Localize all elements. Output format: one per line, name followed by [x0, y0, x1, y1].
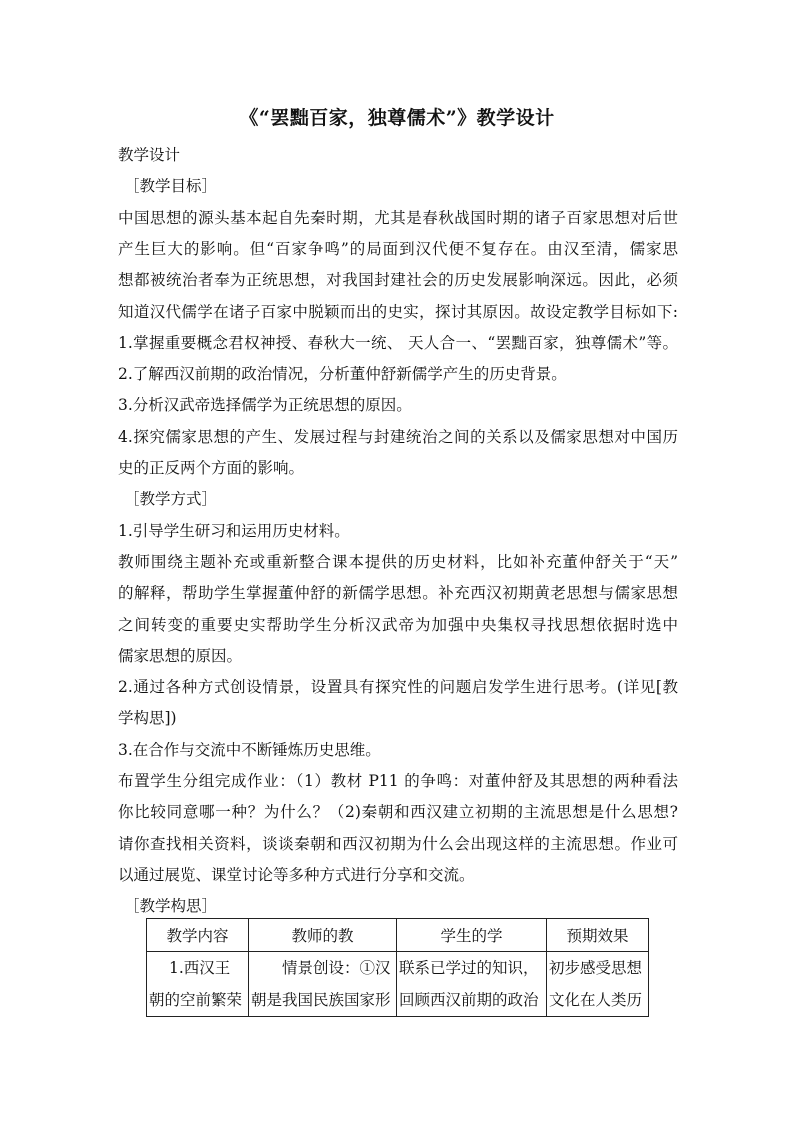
paragraph-line: 产生巨大的影响。但“百家争鸣”的局面到汉代便不复存在。由汉至清，儒家思: [118, 239, 678, 258]
cell-line: 联系已学过的知识，: [399, 959, 539, 977]
paragraph-line: 1.引导学生研习和运用历史材料。: [118, 521, 350, 540]
table-header-cell: 教师的教: [249, 919, 397, 952]
paragraph-line: 教师围绕主题补充或重新整合课本提供的历史材料，比如补充董仲舒关于“天”: [118, 552, 678, 571]
paragraph-line: 儒家思想的原因。: [118, 646, 243, 665]
paragraph-line: 你比较同意哪一种？为什么？（2)秦朝和西汉建立初期的主流思想是什么思想?: [118, 803, 678, 822]
section-heading: ［教学目标］: [124, 177, 218, 196]
table-header-cell: 学生的学: [397, 919, 547, 952]
table-row: [147, 952, 649, 1017]
cell-line: 文化在人类历: [549, 991, 643, 1009]
paragraph-line: 请你查找相关资料，谈谈秦朝和西汉初期为什么会出现这样的主流思想。作业可: [118, 834, 678, 853]
cell-line: 回顾西汉前期的政治: [399, 991, 539, 1009]
table-cell-teacher: [249, 952, 397, 1017]
paragraph-line: 3.分析汉武帝选择儒学为正统思想的原因。: [118, 396, 412, 415]
cell-line: 情景创设：①汉: [282, 959, 391, 977]
table-header-cell: 教学内容: [147, 919, 249, 952]
cell-line: 初步感受思想: [549, 959, 643, 977]
document-title: 《“罢黜百家，独尊儒术”》教学设计: [239, 107, 555, 129]
paragraph-line: 知道汉代儒学在诸子百家中脱颖而出的史实，探讨其原因。故设定教学目标如下:: [118, 302, 678, 321]
lesson-plan-table: [146, 918, 649, 1017]
table-header-row: [147, 919, 649, 952]
table-header-cell: 预期效果: [547, 919, 649, 952]
section-heading: ［教学构思］: [124, 897, 218, 916]
cell-line: 朝是我国民族国家形: [251, 991, 391, 1009]
cell-line: 1.西汉王: [169, 959, 231, 977]
paragraph-line: 2.通过各种方式创设情景，设置具有探究性的问题启发学生进行思考。(详见[教: [118, 678, 678, 697]
paragraph-line: 1.掌握重要概念君权神授、春秋大一统、 天人合一、“罢黜百家，独尊儒术”等。: [118, 333, 678, 352]
paragraph-line: 以通过展览、课堂讨论等多种方式进行分享和交流。: [118, 865, 475, 884]
table-cell-effect: [547, 952, 649, 1017]
paragraph-line: 想都被统治者奉为正统思想，对我国封建社会的历史发展影响深远。因此，必须: [118, 271, 678, 290]
paragraph-line: 教学设计: [118, 146, 181, 164]
paragraph-line: 3.在合作与交流中不断锤炼历史思维。: [118, 740, 381, 759]
paragraph-line: 中国思想的源头基本起自先秦时期，尤其是春秋战国时期的诸子百家思想对后世: [118, 208, 678, 227]
paragraph-line: 之间转变的重要史实帮助学生分析汉武帝为加强中央集权寻找思想依据时选中: [118, 615, 678, 634]
paragraph-line: 2.了解西汉前期的政治情况，分析董仲舒新儒学产生的历史背景。: [118, 365, 567, 384]
cell-line: 朝的空前繁荣: [149, 991, 243, 1009]
table-cell-content: [147, 952, 249, 1017]
section-heading: ［教学方式］: [124, 490, 218, 509]
paragraph-line: 4.探究儒家思想的产生、发展过程与封建统治之间的关系以及儒家思想对中国历: [118, 427, 678, 446]
paragraph-line: 的解释，帮助学生掌握董仲舒的新儒学思想。补充西汉初期黄老思想与儒家思想: [118, 584, 678, 603]
paragraph-line: 学构思]): [118, 709, 177, 728]
table-cell-student: [397, 952, 547, 1017]
paragraph-line: 史的正反两个方面的影响。: [118, 459, 305, 477]
paragraph-line: 布置学生分组完成作业：（1）教材 P11 的争鸣：对董仲舒及其思想的两种看法: [118, 772, 678, 790]
